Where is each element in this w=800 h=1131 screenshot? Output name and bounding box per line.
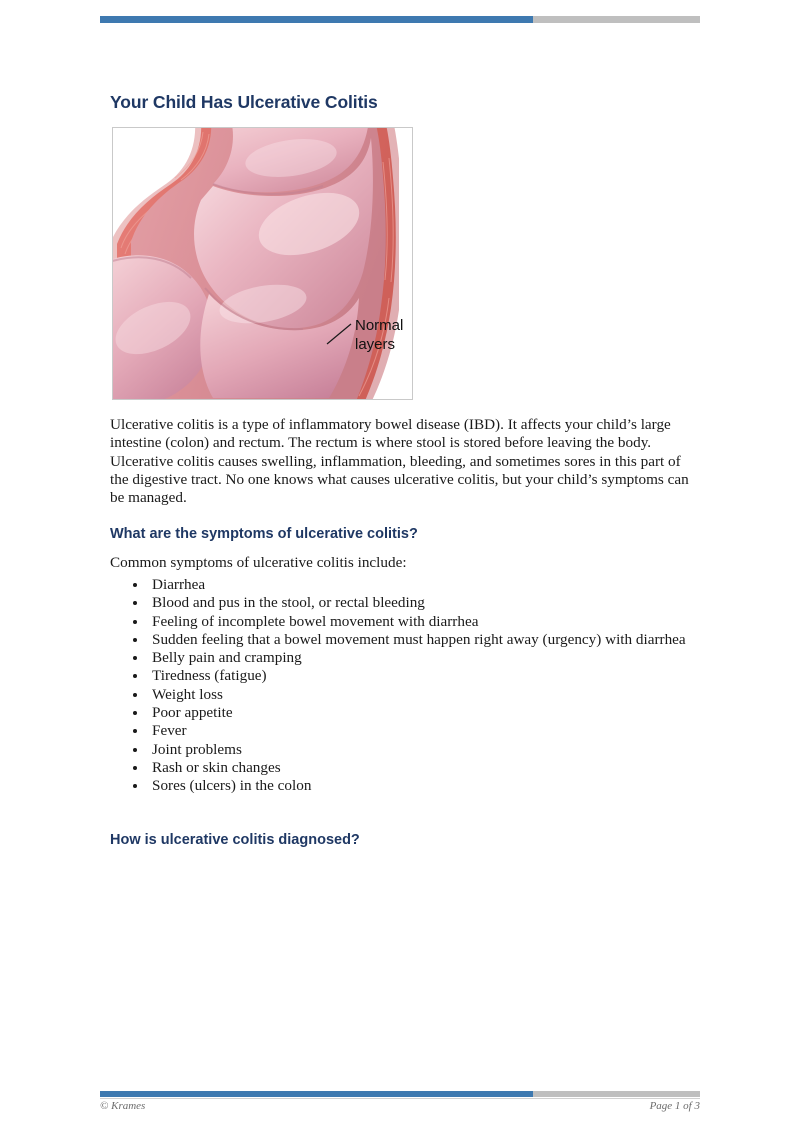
header-rule bbox=[100, 16, 700, 23]
spacer bbox=[110, 542, 700, 554]
figure-right-mask bbox=[399, 128, 412, 399]
header-rule-blue-segment bbox=[100, 16, 533, 23]
footer-rule-blue-segment bbox=[100, 1091, 533, 1097]
list-item: • Joint problems bbox=[148, 741, 700, 759]
header-rule-gray-segment bbox=[533, 16, 700, 23]
document-content bbox=[110, 92, 700, 848]
callout-label-line1: Normal bbox=[355, 317, 404, 334]
list-item: • Blood and pus in the stool, or rectal bleeding bbox=[148, 594, 700, 612]
list-item: • Tiredness (fatigue) bbox=[148, 667, 700, 685]
footer bbox=[100, 1100, 700, 1112]
callout-label-line2: layers bbox=[355, 336, 396, 353]
list-item: • Belly pain and cramping bbox=[148, 649, 700, 667]
list-item: • Weight loss bbox=[148, 686, 700, 704]
list-item: • Diarrhea bbox=[148, 576, 700, 594]
list-item: • Fever bbox=[148, 722, 700, 740]
list-item: • Sores (ulcers) in the colon bbox=[148, 777, 700, 795]
section-heading-diagnosis: How is ulcerative colitis diagnosed? bbox=[110, 831, 360, 848]
list-item: • Rash or skin changes bbox=[148, 759, 700, 777]
list-item: • Sudden feeling that a bowel movement must happen right away (urgency) with diarrhea bbox=[148, 631, 700, 649]
symptoms-list bbox=[110, 576, 700, 796]
colon-illustration bbox=[113, 128, 412, 399]
spacer bbox=[110, 796, 700, 832]
footer-rule bbox=[100, 1091, 700, 1097]
footer-divider bbox=[100, 1098, 700, 1099]
page-title: Your Child Has Ulcerative Colitis bbox=[110, 92, 378, 112]
list-item: • Feeling of incomplete bowel movement with diarrhea bbox=[148, 613, 700, 631]
copyright-notice: © Krames bbox=[100, 1100, 146, 1112]
colon-illustration-figure bbox=[112, 127, 413, 400]
page-indicator: Page 1 of 3 bbox=[649, 1100, 700, 1112]
section-heading-symptoms: What are the symptoms of ulcerative colitis? bbox=[110, 525, 418, 542]
list-item: • Poor appetite bbox=[148, 704, 700, 722]
symptoms-lead-in: Common symptoms of ulcerative colitis include: bbox=[110, 553, 407, 571]
footer-rule-gray-segment bbox=[533, 1091, 700, 1097]
spacer bbox=[110, 508, 700, 526]
intro-paragraph: Ulcerative colitis is a type of inflammatory bowel disease (IBD). It affects your child’s large intestine (colon) and rectum. The rectum is where stool is stored before leaving the body. Ulcerative colitis causes swelling, inflammation, bleeding, and sometimes sores in this part of the digestive tract. No one knows what causes ulcerative colitis, but your child’s symptoms can be managed. bbox=[110, 416, 689, 507]
